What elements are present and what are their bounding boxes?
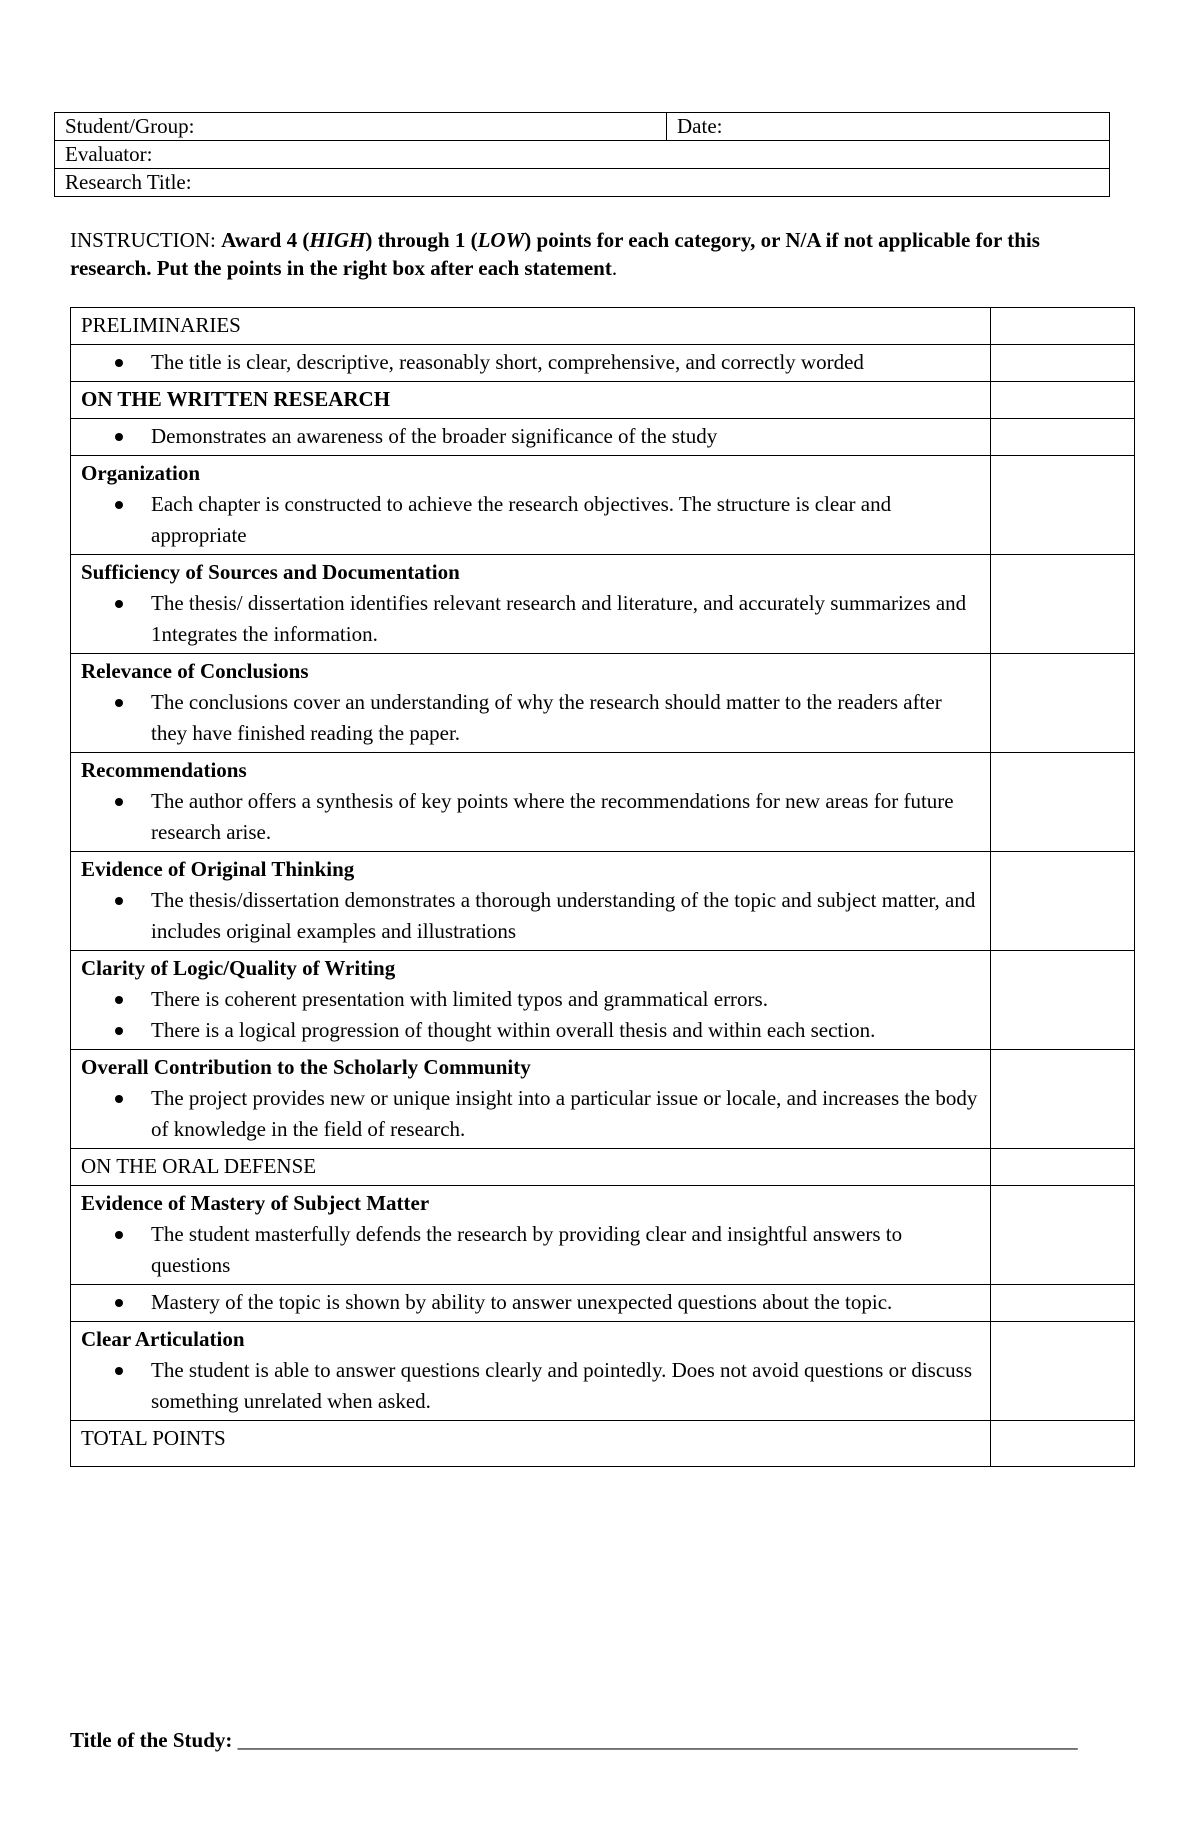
student-group-field[interactable]: Student/Group: xyxy=(55,113,667,141)
table-row xyxy=(71,1149,1135,1186)
criterion-clarity-2: There is a logical progression of thought within overall thesis and within each section. xyxy=(151,1015,980,1046)
section-preliminaries: PRELIMINARIES xyxy=(81,313,241,337)
criterion-title: The title is clear, descriptive, reasonably short, comprehensive, and correctly worded xyxy=(151,347,980,378)
header-info-table xyxy=(54,112,1110,197)
score-box-title[interactable] xyxy=(991,345,1135,382)
category-recommendations: Recommendations xyxy=(81,758,247,782)
research-title-field[interactable]: Research Title: xyxy=(55,169,1110,197)
table-row xyxy=(71,951,1135,1050)
score-box-articulation[interactable] xyxy=(991,1322,1135,1421)
table-row xyxy=(71,654,1135,753)
table-row xyxy=(71,1050,1135,1149)
score-box-contribution[interactable] xyxy=(991,1050,1135,1149)
instruction-prefix: INSTRUCTION: xyxy=(70,228,222,252)
category-organization: Organization xyxy=(81,461,200,485)
table-row xyxy=(71,456,1135,555)
instruction-text xyxy=(70,226,1120,282)
total-points-label: TOTAL POINTS xyxy=(81,1426,226,1450)
table-row xyxy=(71,419,1135,456)
score-box-preliminaries[interactable] xyxy=(991,308,1135,345)
criterion-mastery-1: The student masterfully defends the research by providing clear and insightful answers to questions xyxy=(151,1219,980,1281)
table-row xyxy=(71,382,1135,419)
criterion-organization: Each chapter is constructed to achieve the research objectives. The structure is clear and appropriate xyxy=(151,489,980,551)
category-sources: Sufficiency of Sources and Documentation xyxy=(81,560,460,584)
category-contribution: Overall Contribution to the Scholarly Community xyxy=(81,1055,531,1079)
table-row xyxy=(71,1285,1135,1322)
section-oral-defense: ON THE ORAL DEFENSE xyxy=(81,1154,317,1178)
score-box-original-thinking[interactable] xyxy=(991,852,1135,951)
criterion-conclusions: The conclusions cover an understanding of why the research should matter to the readers after they have finished reading the paper. xyxy=(151,687,980,749)
instruction-part1: Award 4 ( xyxy=(221,228,310,252)
criterion-sources: The thesis/ dissertation identifies relevant research and literature, and accurately summarizes and 1ntegrates the information. xyxy=(151,588,980,650)
instruction-part2: ) through 1 ( xyxy=(365,228,478,252)
criterion-recommendations: The author offers a synthesis of key points where the recommendations for new areas for future research arise. xyxy=(151,786,980,848)
table-row xyxy=(71,1186,1135,1285)
instruction-high: HIGH xyxy=(309,228,366,252)
table-row xyxy=(71,1322,1135,1421)
criterion-significance: Demonstrates an awareness of the broader significance of the study xyxy=(151,421,980,452)
table-row xyxy=(71,852,1135,951)
category-clarity: Clarity of Logic/Quality of Writing xyxy=(81,956,396,980)
instruction-part3: ) points for each category, or N/A if not applicable for this research. Put the points in the right box after each statement xyxy=(70,228,1040,280)
category-original-thinking: Evidence of Original Thinking xyxy=(81,857,355,881)
table-row xyxy=(71,345,1135,382)
score-box-oral-defense[interactable] xyxy=(991,1149,1135,1186)
date-field[interactable]: Date: xyxy=(667,113,1110,141)
score-box-total[interactable] xyxy=(991,1421,1135,1467)
table-row xyxy=(71,1421,1135,1467)
category-mastery: Evidence of Mastery of Subject Matter xyxy=(81,1191,430,1215)
score-box-clarity[interactable] xyxy=(991,951,1135,1050)
criterion-contribution: The project provides new or unique insight into a particular issue or locale, and increases the body of knowledge in the field of research. xyxy=(151,1083,980,1145)
category-articulation: Clear Articulation xyxy=(81,1327,245,1351)
rubric-table xyxy=(70,307,1135,1467)
study-title-line[interactable]: ________________________________________________________________________________ xyxy=(237,1728,1078,1752)
evaluator-field[interactable]: Evaluator: xyxy=(55,141,1110,169)
score-box-mastery-1[interactable] xyxy=(991,1186,1135,1285)
category-conclusions: Relevance of Conclusions xyxy=(81,659,309,683)
table-row xyxy=(71,753,1135,852)
score-box-significance[interactable] xyxy=(991,419,1135,456)
table-row xyxy=(71,308,1135,345)
study-title-footer xyxy=(70,1728,1078,1753)
criterion-clarity-1: There is coherent presentation with limited typos and grammatical errors. xyxy=(151,984,980,1015)
score-box-sources[interactable] xyxy=(991,555,1135,654)
criterion-mastery-2: Mastery of the topic is shown by ability to answer unexpected questions about the topic. xyxy=(151,1287,980,1318)
study-title-label: Title of the Study: xyxy=(70,1728,238,1752)
score-box-conclusions[interactable] xyxy=(991,654,1135,753)
score-box-organization[interactable] xyxy=(991,456,1135,555)
criterion-articulation: The student is able to answer questions clearly and pointedly. Does not avoid questions or discuss something unrelated when asked. xyxy=(151,1355,980,1417)
criterion-original-thinking: The thesis/dissertation demonstrates a thorough understanding of the topic and subject matter, and includes original examples and illustrations xyxy=(151,885,980,947)
score-box-written-research[interactable] xyxy=(991,382,1135,419)
instruction-end: . xyxy=(611,256,618,280)
table-row xyxy=(71,555,1135,654)
score-box-recommendations[interactable] xyxy=(991,753,1135,852)
section-written-research: ON THE WRITTEN RESEARCH xyxy=(81,387,391,411)
instruction-low: LOW xyxy=(477,228,525,252)
score-box-mastery-2[interactable] xyxy=(991,1285,1135,1322)
